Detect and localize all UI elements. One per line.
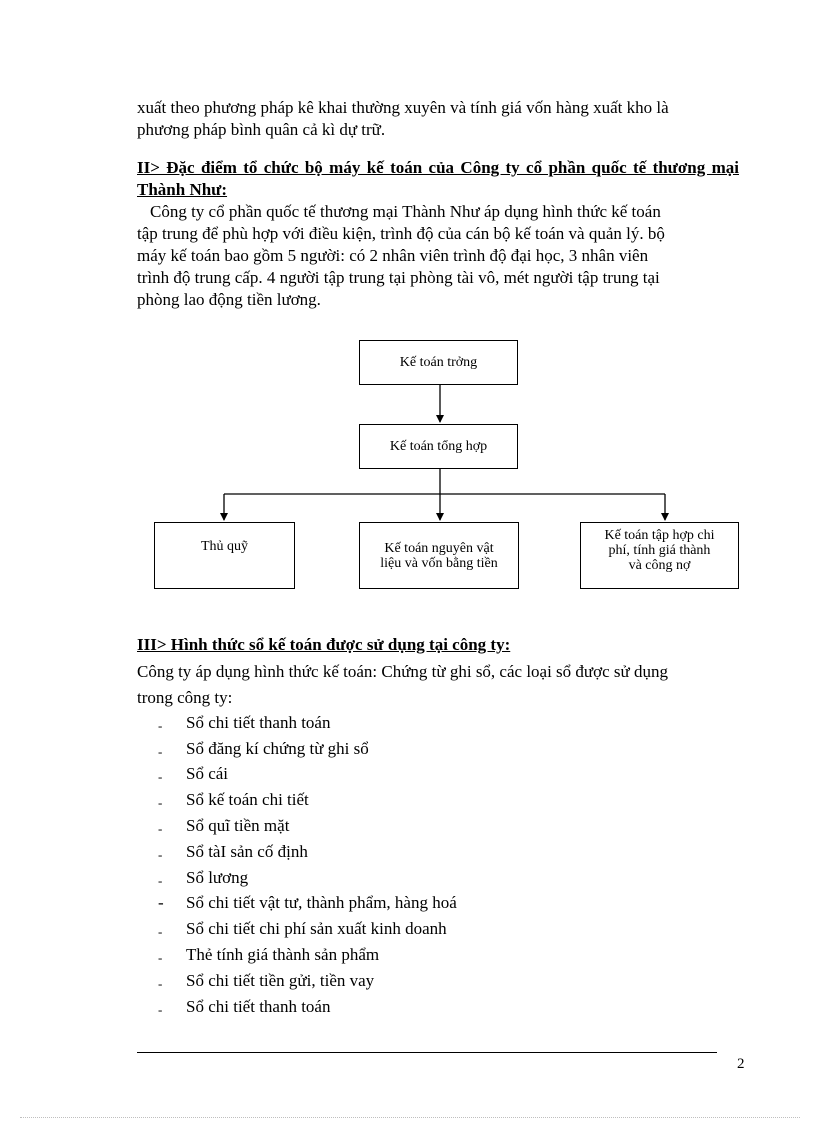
list-item-text: Sổ chi tiết chi phí sản xuất kinh doanh	[186, 919, 447, 939]
bullet-dash: -	[158, 872, 163, 888]
bullet-dash: -	[158, 743, 163, 759]
section-3-intro-line-2: trong công ty:	[137, 688, 233, 707]
section-2-line-4: trình độ trung cấp. 4 người tập trung tại phòng tài vô, mét người tập trung tại	[137, 268, 660, 287]
section-2-line-3: máy kế toán bao gồm 5 người: có 2 nhân viên trình độ đại học, 3 nhân viên	[137, 246, 649, 265]
section-3-intro-line-1: Công ty áp dụng hình thức kế toán: Chứng từ ghi sổ, các loại sổ được sử dụng	[137, 662, 669, 681]
org-box-materials-label: Kế toán nguyên vật liệu và vốn bằng tiền	[380, 540, 498, 571]
section-3-intro	[137, 659, 747, 711]
bullet-dash: -	[158, 924, 163, 940]
list-item	[158, 787, 457, 813]
section-2-heading: II> Đặc điểm tổ chức bộ máy kế toán của Công ty cổ phần quốc tế thương mại Thành Như:	[137, 158, 739, 199]
org-box-general-accountant	[359, 424, 518, 469]
bullet-dash: -	[158, 795, 163, 811]
ledger-list	[158, 710, 457, 1020]
bullet-dash: -	[158, 975, 163, 991]
list-item-text: Thẻ tính giá thành sản phẩm	[186, 945, 380, 965]
list-item-text: Sổ tàI sản cố định	[186, 841, 308, 861]
org-box-cashier-label: Thủ quỹ	[200, 539, 249, 554]
list-item	[158, 839, 457, 865]
list-item	[158, 710, 457, 736]
list-item	[158, 865, 457, 891]
list-item	[158, 994, 457, 1020]
list-item-text: Sổ chi tiết tiền gửi, tiền vay	[186, 970, 375, 990]
org-box-cashier	[154, 522, 295, 589]
list-item-text: Sổ chi tiết vật tư, thành phẩm, hàng hoá	[186, 893, 457, 913]
section-2-line-5: phòng lao động tiền lương.	[137, 290, 321, 309]
section-2-line-1: Công ty cổ phần quốc tế thương mại Thành Như áp dụng hình thức kế toán	[150, 202, 661, 221]
list-item	[158, 813, 457, 839]
org-box-chief-label: Kế toán trởng	[399, 355, 478, 370]
intro-line-2: phương pháp bình quân cả kì dự trữ.	[137, 120, 386, 139]
list-item-text: Sổ chi tiết thanh toán	[186, 996, 331, 1016]
org-box-general-label: Kế toán tổng hợp	[389, 439, 488, 454]
org-box-materials-accountant	[359, 522, 519, 589]
org-box-chief-accountant	[359, 340, 518, 385]
intro-line-1: xuất theo phương pháp kê khai thường xuyên và tính giá vốn hàng xuất kho là	[137, 98, 669, 117]
bullet-dash: -	[158, 717, 163, 733]
list-item	[158, 916, 457, 942]
page-number: 2	[737, 1056, 745, 1072]
list-item	[158, 968, 457, 994]
bullet-dash: -	[158, 821, 163, 837]
list-item-text: Sổ lương	[186, 867, 249, 887]
page-edge-dotted-line	[20, 1117, 800, 1118]
bullet-dash: -	[158, 1001, 163, 1017]
bullet-dash: -	[158, 769, 163, 785]
list-item-text: Sổ quĩ tiền mặt	[186, 816, 290, 836]
org-box-cost-label: Kế toán tập hợp chi phí, tính giá thành và công nợ	[604, 528, 715, 573]
bullet-dash: -	[158, 846, 163, 862]
section-3-heading: III> Hình thức sổ kế toán được sử dụng tại công ty:	[137, 635, 511, 654]
bullet-dash: -	[158, 893, 164, 913]
list-item	[158, 736, 457, 762]
org-box-cost-accountant	[580, 522, 739, 589]
list-item-text: Sổ chi tiết thanh toán	[186, 712, 331, 732]
list-item-text: Sổ kế toán chi tiết	[186, 790, 309, 810]
list-item	[158, 942, 457, 968]
section-2-line-2: tập trung để phù hợp với điều kiện, trình độ của cán bộ kế toán và quản lý. bộ	[137, 224, 665, 243]
list-item-text: Sổ đăng kí chứng từ ghi sổ	[186, 738, 369, 758]
list-item-text: Sổ cái	[186, 764, 229, 784]
list-item	[158, 762, 457, 788]
list-item	[158, 891, 457, 917]
footer-divider	[137, 1052, 717, 1053]
bullet-dash: -	[158, 950, 163, 966]
